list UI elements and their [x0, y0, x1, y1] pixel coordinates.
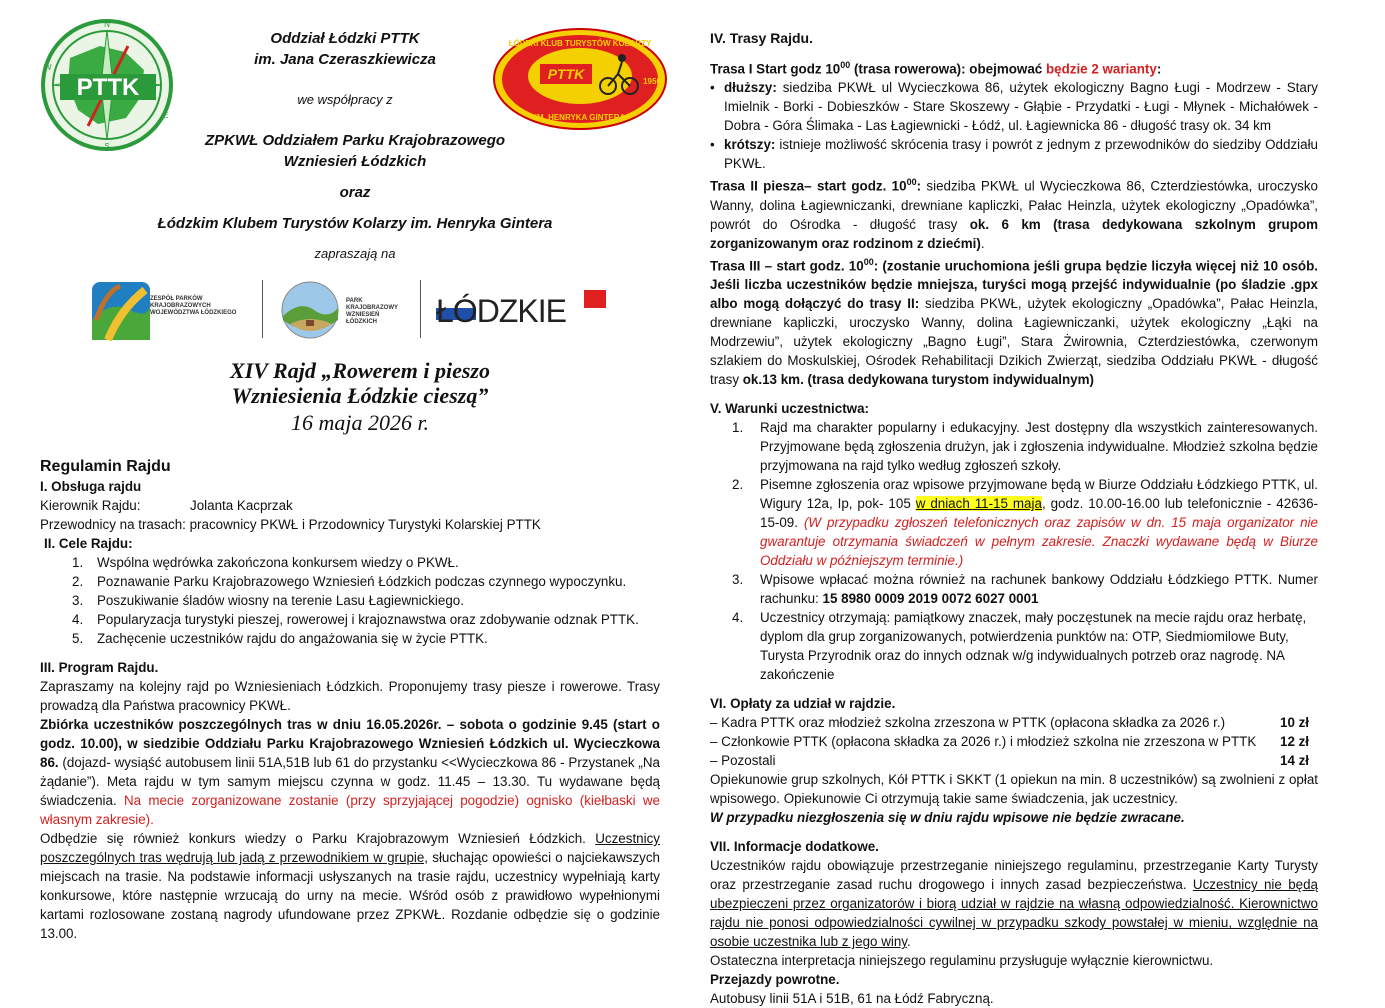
list-item [72, 591, 660, 610]
compass-s: S [104, 142, 110, 151]
trasy-title [710, 29, 1318, 48]
kierownik-value: Jolanta Kacprzak [190, 498, 293, 513]
compass-n: N [104, 20, 110, 29]
org-line2: im. Jana Czeraszkiewicza [254, 51, 436, 68]
oplaty-label: – Członkowie PTTK (opłacona składka za 2026 r.) i młodzież szkolna nie zrzeszona w PTTK [710, 734, 1257, 750]
item-number: 4. [72, 612, 84, 627]
compass-w: W [44, 63, 52, 72]
trasa1-head-a: Trasa I Start godz 10 [710, 61, 841, 77]
item-number: 2. [72, 574, 84, 589]
item-text: Zachęcenie uczestników rajdu do angażowania się w życie PTTK. [97, 631, 488, 646]
title-line1: XIV Rajd „Rowerem i pieszo [230, 358, 490, 383]
krotszy-label: krótszy: [724, 137, 776, 153]
item-text: Wspólna wędrówka zakończona konkursem wiedzy o PKWŁ. [97, 555, 459, 570]
item-number: 3. [72, 593, 84, 608]
kierownik-row [40, 496, 660, 515]
list-item [732, 418, 1318, 475]
list-item [732, 475, 1318, 570]
info-p1 [710, 856, 1318, 951]
dluzszy-label: dłuższy: [724, 80, 777, 96]
oplaty-price: 12 zł [1280, 734, 1310, 750]
item-number: 5. [72, 631, 84, 646]
trasy-section [710, 29, 1318, 1008]
oplaty-title: VI. Opłaty za udział w rajdzie. [710, 696, 896, 712]
regulamin-section [40, 457, 660, 943]
trasa2-bold: ok. 6 km (trasa dedykowana szkolnym grupom zorganizowanym oraz rodzinom z dziećmi) [710, 216, 1318, 251]
przejazdy-text: Autobusy linii 51A i 51B, 61 na Łódź Fabryczną. [710, 991, 994, 1007]
trasy-title-text: IV. Trasy Rajdu. [710, 30, 813, 46]
item-number: 4. [732, 610, 744, 626]
org-line1: Oddział Łódzki PTTK [270, 30, 420, 47]
trasa3-sup: 00 [863, 256, 874, 267]
oraz-text: oraz [339, 184, 371, 201]
trasa2-sup: 00 [906, 177, 917, 188]
warunki-list [710, 418, 1318, 684]
list-item [732, 608, 1318, 684]
title-line2: Wzniesienia Łódzkie cieszą” [231, 383, 489, 408]
logo-divider-2 [420, 280, 421, 338]
program-p3-b: słuchając opowieści o najciekawszych miejscach na trasie. Na podstawie informacji usłyszanych na trasie rajdu, uczestnicy wypełniają karty konkursowe, które następnie wrzucają do urny na mecie. Wśród osób z prawidłowo wypełnionymi kartami rozlosowane zostaną nagrody ufundowane przez ZPKWŁ. Rozdanie odbędzie się o godzinie 13.00. [40, 850, 660, 941]
program-p1: Zapraszamy na kolejny rajd po Wzniesieniach Łódzkich. Proponujemy trasy piesze i rowerowe. Trasy prowadzą dla Państwa pracownicy PKWŁ. [40, 679, 660, 713]
klub-logo [490, 26, 670, 132]
partner1-line2: Wzniesień Łódzkich [283, 153, 427, 170]
info-p1-text: Uczestników rajdu obowiązuje przestrzeganie niniejszego regulaminu, przestrzeganie Karty Turysty oraz przestrzeganie zasad ruchu drogowego i innych zasad bezpieczeństwa. [710, 858, 1318, 893]
coop-text: we współpracy z [297, 92, 393, 107]
park-logo [280, 280, 420, 342]
trasa2 [710, 173, 1318, 252]
item-text: Popularyzacja turystyki pieszej, rowerowej i krajoznawstwa oraz zdobywanie odznak PTTK. [97, 612, 639, 627]
klub-pttk-text: PTTK [547, 66, 585, 82]
section3-title: III. Program Rajdu. [40, 660, 159, 675]
warunki-w2-red: (W przypadku zgłoszeń telefonicznych oraz zapisów w dn. 15 maja organizator nie gwarantuje otrzymania świadczeń w pełnym zakresie. Znaczki wydawane będą w Biurze Oddziału w późniejszym terminie.) [760, 515, 1318, 569]
title-date: 16 maja 2026 r. [290, 410, 430, 435]
przejazdy-title: Przejazdy powrotne. [710, 972, 840, 988]
trasa3 [710, 253, 1318, 389]
info-title: VII. Informacje dodatkowe. [710, 839, 879, 855]
trasa3-text: siedziba PKWŁ, użytek ekologiczny „Opadówka”, Pałac Heinzla, drewniane kapliczki, uroczysko Wanny, dolina Łagiewniczanki, użytek ekologiczny „Łąki na Modrzewiu”, użytek ekologiczny „Bagno Ługi”, Stara Żwirownia, Czterdziestówka, czerwonym szlakiem do Moskulskiej, Ośrodek Rehabilitacji Dzikich Zwierząt, siedziba Oddziału PKWŁ - długość trasy [710, 296, 1318, 388]
oplaty-label: – Kadra PTTK oraz młodzież szkolna zrzeszona w PTTK (opłacona składka za 2026 r.) [710, 715, 1226, 731]
warunki-w1: Rajd ma charakter popularny i edukacyjny. Jest dostępny dla wszystkich zainteresowanych. Przyjmowane będą zgłoszenia drużyn, jak i zgłoszenia indywidualne. Młodzież szkolna będzie przyjmowana na rajd tylko według zgłoszeń szkoły. [760, 420, 1318, 474]
trasa2-head: Trasa II piesza– start godz. 10 [710, 178, 907, 194]
warunki-w2-b: , godz. 10.00-16.00 lub telefonicznie - 42636-15-09. [760, 496, 1318, 531]
program-p3-a: Odbędzie się również konkurs wiedzy o Parku Krajobrazowym Wzniesień Łódzkich. [40, 831, 596, 846]
invite-text: zapraszają na [314, 246, 396, 261]
list-item [732, 570, 1318, 608]
warunki-w3-account: 15 8980 0009 2019 0072 6027 0001 [822, 591, 1039, 607]
park-logo-text: PARK KRAJOBRAZOWY WZNIESIEŃ ŁÓDZKICH [346, 298, 398, 325]
compass-e: E [163, 111, 169, 120]
trasa3-head: Trasa III – start godz. 10 [710, 258, 864, 274]
zpk-logo-text: ZESPÓŁ PARKÓW KRAJOBRAZOWYCH WOJEWÓDZTWA ŁÓDZKIEGO [150, 296, 237, 316]
item-number: 2. [732, 477, 744, 493]
item-number: 1. [72, 555, 84, 570]
bullet-icon: • [710, 137, 715, 153]
oplaty-label: – Pozostali [710, 753, 776, 769]
list-item [72, 553, 660, 572]
oplaty-row [710, 732, 1318, 751]
trasa1-head [710, 56, 1318, 78]
dluzszy-text: siedziba PKWŁ ul Wycieczkowa 86, użytek ekologiczny Bagno Ługi - Modrzew - Stary Imielnik - Borki - Dobieszków - Stare Skoszewy - Głąbie - Przydatki - Ługi - Młynek - Michałówek - Dobra - Góra Ślimaka - Las Łagiewnicki - Łódź, ul. Łagiewnicka 86 - długość trasy ok. 34 km [724, 80, 1318, 134]
info-p2: Ostateczna interpretacja niniejszego regulaminu przysługuje wyłącznie kierownictwu. [710, 953, 1214, 969]
trasa1-krotszy [710, 135, 1318, 173]
program-p2-bold: Zbiórka uczestników poszczególnych tras w dniu 16.05.2026r. – sobota o godzinie 9.45 (start o godz. 10.00), w siedzibie Oddziału Parku Krajobrazowego Wzniesień Łódzkich ul. Wycieczkowa 86. [40, 717, 660, 770]
lodzkie-logo [436, 290, 608, 330]
partner2-text: Łódzkim Klubem Turystów Kolarzy im. Henryka Gintera [157, 215, 553, 232]
list-item [72, 610, 660, 629]
oplaty-price: 14 zł [1280, 753, 1310, 769]
program-p3-underline: Uczestnicy poszczególnych tras wędrują lub jadą z przewodnikiem w grupie, [40, 831, 660, 865]
oplaty-price: 10 zł [1280, 715, 1310, 731]
lodzkie-logo-text: ŁÓDZKIE [436, 293, 566, 329]
klub-name: IM. HENRYKA GINTERA [534, 113, 626, 122]
program-p3 [40, 829, 660, 943]
trasa3-bold2: ok.13 km. (trasa dedykowana turystom indywidualnym) [742, 372, 1094, 388]
item-number: 3. [732, 572, 744, 588]
list-item [72, 572, 660, 591]
trasa1-sup: 00 [840, 60, 851, 70]
trasa2-colon: : [916, 178, 922, 194]
regulamin-heading: Regulamin Rajdu [40, 458, 171, 475]
program-p2 [40, 715, 660, 829]
item-text: Poznawanie Parku Krajobrazowego Wzniesień Łódzkich podczas czynnego wypoczynku. [97, 574, 627, 589]
trasa3-bold: : (zostanie uruchomiona jeśli grupa będzie liczyła więcej niż 10 osób. Jeśli liczba uczestników będzie mniejsza, turyści mogą przejść indywidualnie (po śladzie .gpx albo mogą dołączyć do trasy II: [710, 258, 1318, 312]
item-number: 1. [732, 420, 744, 436]
oplaty-row [710, 713, 1318, 732]
klub-arc-text: ŁÓDZKI KLUB TURYSTÓW KOLARZY [508, 39, 652, 48]
trasa2-end: . [980, 235, 985, 251]
bullet-icon: • [710, 80, 715, 96]
warunki-w3-a: Wpisowe wpłacać można również na rachunek bankowy Oddziału Łódzkiego PTTK. Numer rachunku: [760, 572, 1318, 607]
pttk-logo-text: PTTK [76, 74, 140, 101]
info-p1-end: . [907, 934, 911, 950]
przewodnicy-text: Przewodnicy na trasach: pracownicy PKWŁ i Przodownicy Turystyki Kolarskiej PTTK [40, 517, 541, 532]
partner1-line1: ZPKWŁ Oddziałem Parku Krajobrazowego [204, 132, 506, 149]
warunki-title: V. Warunki uczestnictwa: [710, 401, 869, 417]
krotszy-text: istnieje możliwość skrócenia trasy i powrót z jednym z przewodników do siedziby Oddziału PKWŁ. [724, 137, 1318, 172]
trasa1-head-b: (trasa rowerowa): obejmować [850, 61, 1046, 77]
program-p2-red: Na mecie zorganizowane zostanie (przy sprzyjającej pogodzie) ognisko (kiełbaski we własnym zakresie). [40, 793, 661, 827]
klub-year: 1956 [643, 77, 661, 86]
section2-title: II. Cele Rajdu: [44, 536, 133, 551]
item-text: Poszukiwanie śladów wiosny na terenie Lasu Łagiewnickiego. [97, 593, 464, 608]
warunki-w2-highlight: w dniach 11-15 maja [915, 496, 1042, 512]
trasa1-red: będzie 2 warianty [1045, 61, 1157, 77]
trasa1-colon: : [1156, 61, 1162, 77]
kierownik-label: Kierownik Rajdu: [40, 498, 141, 513]
logo-divider [262, 280, 263, 338]
cele-list [40, 553, 660, 648]
warunki-w2-a: Pisemne zgłoszenia oraz wpisowe przyjmowane będą w Biurze Oddziału Łódzkiego PTTK, ul. Wigury 12a, Ip, pok- 105 [760, 477, 1318, 512]
trasa1-dluzszy [710, 78, 1318, 135]
zpk-logo [90, 280, 260, 342]
program-p2-rest: (dojazd- wysiąść autobusem linii 51A,51B lub 61 do przystanku <<Wycieczkowa 86 - Przystanek „Na żądanie”). Meta rajdu w tym samym miejscu czynna w godz. 11.45 – 13.30. Tu wydawane będą świadczenia. [40, 755, 660, 808]
oplaty-row [710, 751, 1318, 770]
oplaty-note: Opiekunowie grup szkolnych, Kół PTTK i SKKT (1 opiekun na min. 8 uczestników) są zwolnieni z opłat wpisowego. Opiekunowie Ci otrzymują takie same świadczenia, jak uczestnicy. [710, 772, 1318, 807]
oplaty-warning: W przypadku niezgłoszenia się w dniu rajdu wpisowe nie będzie zwracane. [710, 810, 1185, 826]
section1-title: I. Obsługa rajdu [40, 479, 142, 494]
warunki-w4: Uczestnicy otrzymają: pamiątkowy znaczek, mały poczęstunek na mecie rajdu oraz herbatę, dyplom dla grup zorganizowanych, potwierdzenia punktów na: OTP, Siedmiomilowe Buty, Turysta Przyrodnik oraz do innych odznak w/g indywidualnych potrzeb oraz nagrodę. NA zakończenie [760, 610, 1307, 683]
trasa2-text: siedziba PKWŁ ul Wycieczkowa 86, Czterdziestówka, uroczysko Wanny, dolina Łagiewniczanki, drewniane kapliczki, Pałac Heinzla, użytek ekologiczny „Opadówka”, powrót do Ośrodka - długość trasy [710, 178, 1318, 232]
lodzkie-red-square [584, 290, 606, 308]
list-item [72, 629, 660, 648]
info-p1-underline: Uczestnicy nie będą ubezpieczeni przez organizatorów i biorą udział w rajdzie na własną odpowiedzialność. Kierownictwo rajdu nie ponosi odpowiedzialności cywilnej w przypadku szkody powstałej w mieniu, względnie na osobie uczestnika lub z jego winy [710, 877, 1318, 950]
